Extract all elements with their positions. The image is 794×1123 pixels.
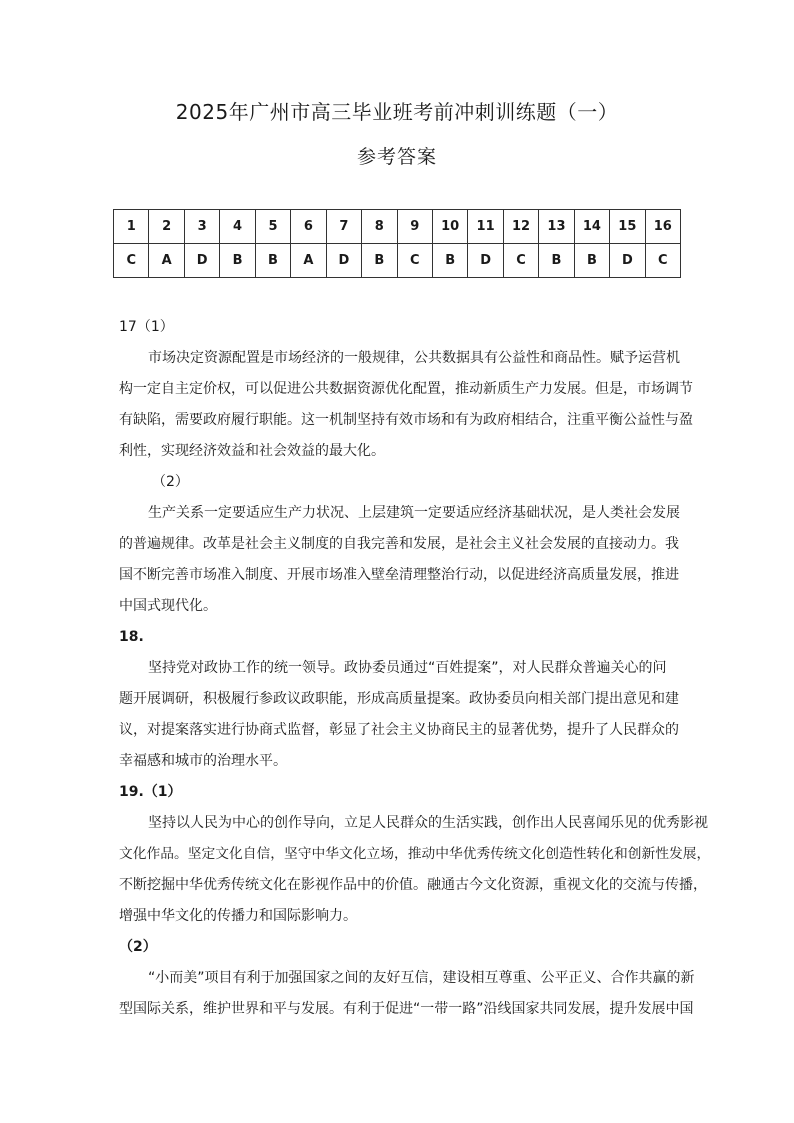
question-number-cell: 8: [362, 210, 397, 244]
question-number-cell: 2: [149, 210, 184, 244]
question-label-19-1: 19.（1）: [119, 784, 182, 800]
answer-cell: A: [149, 244, 184, 278]
answer-cell: D: [610, 244, 645, 278]
document-subtitle: 参考答案: [356, 146, 437, 168]
answer-cell: D: [184, 244, 219, 278]
answer-18-line: 议，对提案落实进行协商式监督，彰显了社会主义协商民主的显著优势，提升了人民群众的: [119, 722, 679, 738]
answer-17-1-line: 市场决定资源配置是市场经济的一般规律，公共数据具有公益性和商品性。赋予运营机: [148, 350, 680, 366]
question-number-cell: 6: [291, 210, 326, 244]
question-label-17-2: （2）: [152, 474, 189, 490]
question-number-cell: 1: [114, 210, 149, 244]
answer-cell: C: [397, 244, 432, 278]
answer-cell: C: [503, 244, 538, 278]
question-number-cell: 11: [468, 210, 503, 244]
answer-cell: C: [114, 244, 149, 278]
answer-key-table: [113, 209, 681, 278]
answer-19-1-line: 文化作品。坚定文化自信，坚守中华文化立场，推动中华优秀传统文化创造性转化和创新性发展，: [119, 846, 711, 862]
answer-19-2-line: “小而美”项目有利于加强国家之间的友好互信，建设相互尊重、公平正义、合作共赢的新: [148, 970, 695, 986]
question-label-17-1: 17（1）: [119, 319, 174, 335]
answer-17-1-line: 有缺陷，需要政府履行职能。这一机制坚持有效市场和有为政府相结合，注重平衡公益性与盈: [119, 412, 693, 428]
question-number-cell: 14: [574, 210, 609, 244]
answer-cell: B: [220, 244, 255, 278]
answer-17-2-line: 的普遍规律。改革是社会主义制度的自我完善和发展，是社会主义社会发展的直接动力。我: [119, 536, 679, 552]
answer-19-1-line: 不断挖掘中华优秀传统文化在影视作品中的价值。融通古今文化资源，重视文化的交流与传播，: [119, 877, 707, 893]
question-label-19-2: （2）: [119, 939, 157, 955]
answer-18-line: 幸福感和城市的治理水平。: [119, 753, 287, 769]
answer-cell: B: [574, 244, 609, 278]
answer-17-2-line: 中国式现代化。: [119, 598, 217, 614]
question-number-cell: 12: [503, 210, 538, 244]
question-number-cell: 16: [645, 210, 680, 244]
answer-17-2-line: 国不断完善市场准入制度、开展市场准入壁垒清理整治行动，以促进经济高质量发展，推进: [119, 567, 679, 583]
question-number-cell: 4: [220, 210, 255, 244]
answer-row: [114, 244, 681, 278]
question-label-18: 18.: [119, 629, 144, 645]
answer-cell: B: [539, 244, 574, 278]
answer-19-1-line: 坚持以人民为中心的创作导向，立足人民群众的生活实践，创作出人民喜闻乐见的优秀影视: [148, 815, 708, 831]
answer-17-2-line: 生产关系一定要适应生产力状况、上层建筑一定要适应经济基础状况，是人类社会发展: [148, 505, 680, 521]
question-number-cell: 7: [326, 210, 361, 244]
answer-cell: D: [468, 244, 503, 278]
answer-cell: B: [432, 244, 467, 278]
question-number-cell: 15: [610, 210, 645, 244]
question-number-cell: 9: [397, 210, 432, 244]
answer-18-line: 坚持党对政协工作的统一领导。政协委员通过“百姓提案”，对人民群众普遍关心的问: [148, 660, 667, 676]
answer-content: [119, 312, 719, 1025]
answer-cell: B: [362, 244, 397, 278]
question-number-row: [114, 210, 681, 244]
question-number-cell: 10: [432, 210, 467, 244]
answer-cell: A: [291, 244, 326, 278]
answer-18-line: 题开展调研，积极履行参政议政职能，形成高质量提案。政协委员向相关部门提出意见和建: [119, 691, 679, 707]
answer-cell: D: [326, 244, 361, 278]
question-number-cell: 5: [255, 210, 290, 244]
question-number-cell: 3: [184, 210, 219, 244]
answer-17-1-line: 利性，实现经济效益和社会效益的最大化。: [119, 443, 385, 459]
answer-17-1-line: 构一定自主定价权，可以促进公共数据资源优化配置，推动新质生产力发展。但是，市场调节: [119, 381, 693, 397]
question-number-cell: 13: [539, 210, 574, 244]
answer-cell: C: [645, 244, 680, 278]
answer-cell: B: [255, 244, 290, 278]
answer-19-2-line: 型国际关系，维护世界和平与发展。有利于促进“一带一路”沿线国家共同发展，提升发展中国: [119, 1001, 694, 1017]
document-title: 2025年广州市高三毕业班考前冲刺训练题（一）: [175, 100, 619, 124]
answer-19-1-line: 增强中华文化的传播力和国际影响力。: [119, 908, 357, 924]
